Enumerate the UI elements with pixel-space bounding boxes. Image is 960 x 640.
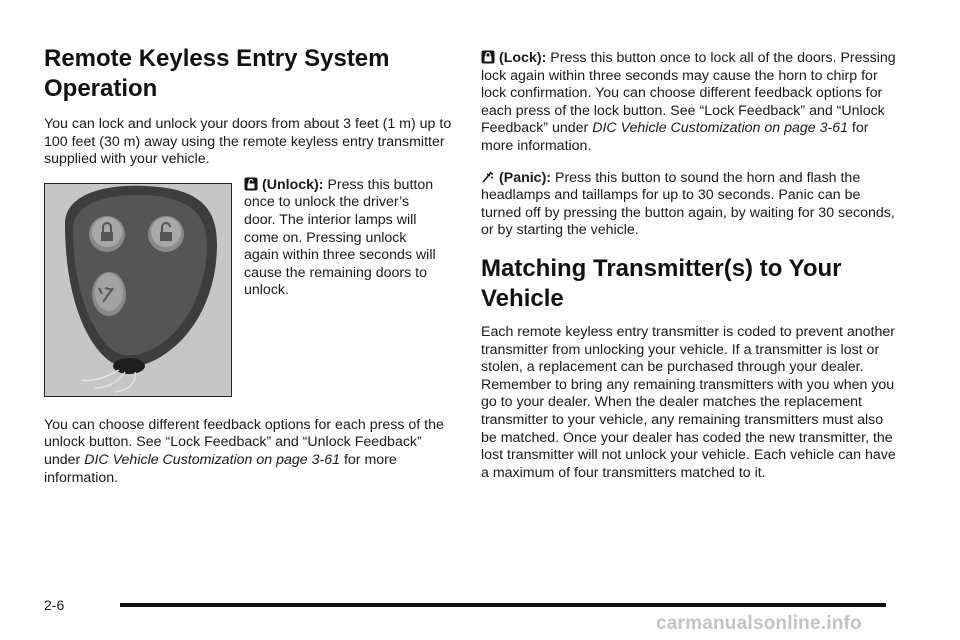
panic-icon	[481, 170, 495, 184]
panic-label: (Panic):	[499, 169, 552, 186]
feedback-text: You can choose different feedback options for each press of the unlock button. See “Lock Feedback” and “Unlock Feedback” under	[44, 416, 444, 468]
page-number: 2-6	[44, 597, 65, 613]
lock-reference: DIC Vehicle Customization on page 3-61	[592, 120, 848, 137]
lock-icon	[481, 50, 495, 64]
key-fob-image	[44, 183, 232, 397]
unlock-label: (Unlock):	[262, 176, 324, 193]
footer-rule	[120, 603, 886, 607]
panic-paragraph	[481, 170, 901, 240]
right-column	[481, 50, 901, 496]
unlock-text: Press this button once to unlock the driver’s door. The interior lamps will come on. Pressing unlock again within three seconds will cause the remaining doors to unlock.	[244, 176, 436, 299]
panic-text: Press this button to sound the horn and flash the headlamps and taillamps for up to 30 seconds. Panic can be turned off by pressing the button again, by waiting for 30 seconds, or by starting the vehicle.	[481, 169, 895, 239]
watermark: carmanualsonline.info	[656, 613, 862, 634]
matching-title: Matching Transmitter(s) to Your Vehicle	[481, 254, 842, 312]
feedback-reference: DIC Vehicle Customization on page 3-61	[84, 451, 341, 468]
section-title: Remote Keyless Entry System Operation	[44, 45, 390, 102]
unlock-paragraph	[244, 177, 444, 300]
intro-paragraph: You can lock and unlock your doors from about 3 feet (1 m) up to 100 feet (30 m) away using the remote keyless entry transmitter supplied with your vehicle.	[44, 116, 452, 168]
lock-text-end: for more information.	[481, 120, 869, 154]
matching-paragraph: Each remote keyless entry transmitter is coded to prevent another transmitter from unlocking your vehicle. If a transmitter is lost or stolen, a replacement can be purchased through your dealer. Remember to bring any remaining transmitters with you when you go to your dealer. When the dealer matches the replacement transmitter to your vehicle, any remaining transmitters must also be matched. Once your dealer has coded the new transmitter, the lost transmitter will not unlock your vehicle. Each vehicle can have a maximum of four transmitters matched to it.	[481, 323, 896, 481]
transmitter-figure-row	[44, 176, 456, 397]
feedback-paragraph	[44, 417, 456, 487]
feedback-text-end: for more information.	[44, 451, 397, 486]
unlock-icon	[244, 177, 258, 191]
lock-paragraph	[481, 50, 901, 156]
lock-label: (Lock):	[499, 50, 547, 66]
left-column	[44, 44, 456, 501]
lock-text: Press this button once to lock all of the doors. Pressing lock again within three seconds may cause the horn to chirp for lock confirmation. You can choose different feedback options for each press of the lock button. See “Lock Feedback” and “Unlock Feedback” under	[481, 50, 896, 137]
